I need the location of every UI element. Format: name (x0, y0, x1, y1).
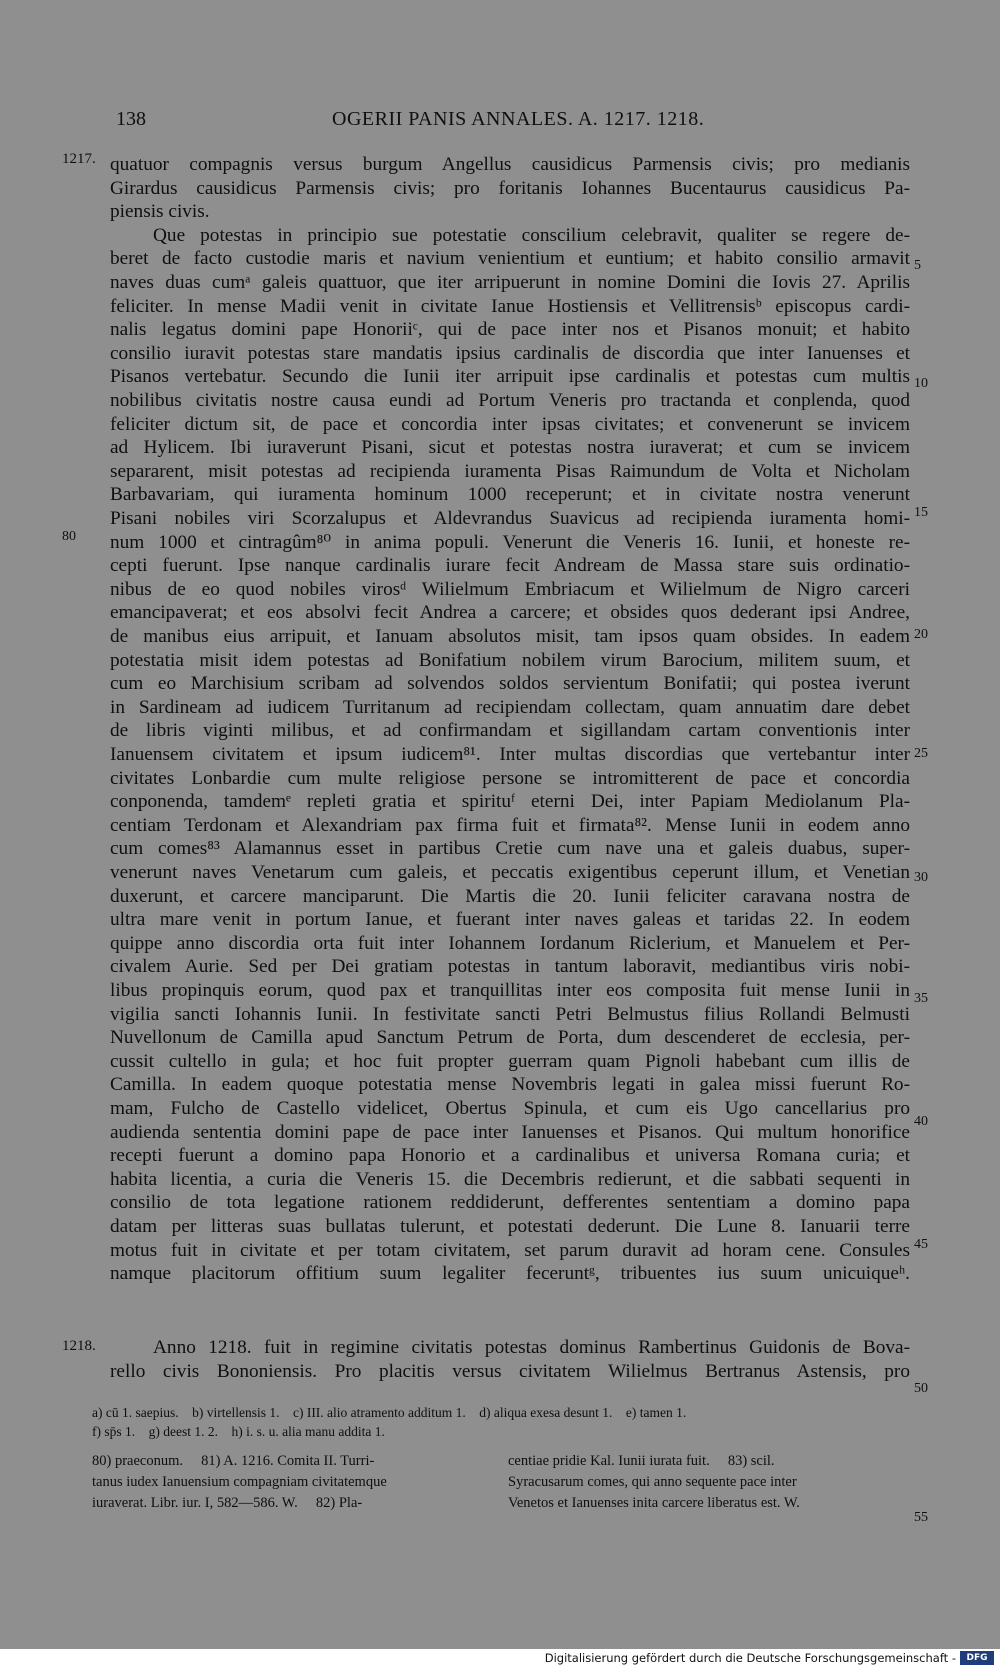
text-line: nibus de eo quod nobiles virosᵈ Wilielmum Embriacum et Wilielmum de Nigro carceri (110, 578, 910, 600)
text-line: namque placitorum offitium suum legaliter feceruntᵍ, tribuentes ius suum unicuiqueʰ. (110, 1263, 910, 1285)
text-line: potestatia misit idem potestas ad Bonifatium nobilem virum Barocium, militem suum, et (110, 649, 910, 671)
line-number: 5 (914, 258, 921, 273)
text-line: nalis legatus domini pape Honoriiᶜ, qui de pace inter nos et Pisanos monuit; et habito (110, 319, 910, 341)
text-line: recepti fuerunt a domino papa Honorio et a cardinalibus et universa Romana curia; et (110, 1145, 910, 1167)
line-number: 35 (914, 991, 928, 1006)
footnote-line: Syracusarum comes, qui anno sequente pace inter (508, 1474, 797, 1490)
text-line: libus propinquis eorum, quod pax et tranquillitas inter eos composita fuit mense Iunii in (110, 980, 910, 1001)
text-line: civitates Lonbardie cum multe religiose persone se intromitterent de pace et concordia (110, 767, 910, 789)
line-number: 25 (914, 746, 928, 761)
text-line: Barbavariam, qui iuramenta hominum 1000 receperunt; et in civitate nostra venerunt (110, 484, 910, 506)
running-title: OGERII PANIS ANNALES. A. 1217. 1218. (332, 108, 705, 130)
footnote-line: a) cū 1. saepius. b) virtellensis 1. c) III. alio atramento additum 1. d) aliqua exesa desunt 1. e) tamen 1. (92, 1405, 687, 1420)
text-line: consilio iuravit potestas stare mandatis ipsius cardinalis de discordia que inter Ianuenses et (110, 342, 910, 364)
text-line: beret de facto custodie maris et navium venientium et euntium; et habito consilio armavit (110, 248, 910, 270)
footnote-line: iuraverat. Libr. iur. I, 582—586. W. 82) Pla- (92, 1495, 363, 1511)
text-line: nobilibus civitatis nostre causa eundi ad Portum Veneris pro tractanda et conplenda, quod (110, 390, 910, 411)
text-line: Girardus causidicus Parmensis civis; pro foritanis Iohannes Bucentaurus causidicus Pa- (110, 177, 910, 199)
text-line: naves duas cumᵃ galeis quattuor, que iter arripuerunt in nomine Domini die Iovis 27. Aprilis (110, 272, 910, 293)
text-line: vigilia sancti Iohannis Iunii. In festivitate sancti Petri Belmustus filius Rollandi Belmusti (110, 1003, 910, 1025)
text-line: cum eo Marchisium scribam ad solvendos soldos servientum Bonifatii; qui postea iverunt (110, 673, 910, 695)
text-line: feliciter dictum sit, de pace et concordia inter ipsas civitates; et convenerunt se invicem (110, 413, 910, 435)
line-number: 50 (914, 1381, 928, 1396)
text-line: motus fuit in civitate et per totam civitatem, set parum duravit ad horam cene. Consules (110, 1239, 910, 1261)
text-line: emancipaverat; et eos absolvi fecit Andrea a carcere; et obsides quos dederant ipsi Andree, (110, 602, 910, 624)
page-number: 138 (116, 108, 146, 130)
line-number: 15 (914, 505, 928, 520)
text-line: duxerunt, et carcere manciparunt. Die Martis die 20. Iunii feliciter caravana nostra de (110, 885, 910, 907)
text-line: Camilla. In eadem quoque potestatia mense Novembris legati in galea missi fuerunt Ro- (110, 1074, 910, 1096)
text-line: habita licentia, a curia die Veneris 15. die Decembris redierunt, et die sabbati sequenti in (110, 1168, 910, 1190)
line-number: 30 (914, 870, 928, 885)
text-line: Que potestas in principio sue potestatie conscilium celebravit, qualiter se regere de- (153, 224, 910, 246)
text-line: venerunt naves Venetarum cum galeis, et peccatis exigentibus ceperunt illum, et Venetian (110, 862, 910, 883)
text-line: cum comes⁸³ Alamannus esset in partibus Cretie cum nave una et galeis duabus, super- (110, 838, 910, 860)
footnote-line: 80) praeconum. 81) A. 1216. Comita II. Turri- (92, 1453, 375, 1469)
line-number: 55 (914, 1510, 928, 1525)
line-number: 10 (914, 376, 928, 391)
text-line: audienda sententia domini pape de pace inter Ianuenses et Pisanos. Qui multum honorifice (110, 1121, 910, 1143)
text-line: Ianuensem civitatem et ipsum iudicem⁸¹. Inter multas discordias que vertebantur inter (110, 744, 910, 765)
text-line: mam, Fulcho de Castello videlicet, Obertus Spinula, et cum eis Ugo cancellarius pro (110, 1098, 910, 1119)
text-line: ad Hylicem. Ibi iuraverunt Pisani, sicut et potestas nostra iuraverat; et cum se invicem (110, 437, 910, 459)
footnote-line: f) sp̄s 1. g) deest 1. 2. h) i. s. u. alia manu addita 1. (92, 1424, 385, 1439)
footnote-line: Venetos et Ianuenses inita carcere liberatus est. W. (508, 1495, 800, 1511)
text-line: Nuvellonum de Camilla apud Sanctum Petrum de Porta, dum descenderet de ecclesia, per- (110, 1027, 910, 1049)
margin-note-80: 80 (62, 529, 76, 544)
line-number: 40 (914, 1114, 928, 1129)
text-line: quatuor compagnis versus burgum Angellus causidicus Parmensis civis; pro medianis (110, 154, 910, 175)
text-line: in Sardineam ad iudicem Turritanum ad recipiendam collectam, quam annuatim dare debet (110, 696, 910, 718)
text-line: feliciter. In mense Madii venit in civitate Ianue Hostiensis et Vellitrensisᵇ episcopus cardi- (110, 295, 910, 317)
text-line: ultra mare venit in portum Ianue, et fuerant inter naves galeas et taridas 22. In eodem (110, 909, 910, 931)
margin-year-1218: 1218. (62, 1338, 96, 1354)
text-line: quippe anno discordia orta fuit inter Iohannem Iordanum Riclerium, et Manuelem et Per- (110, 932, 910, 954)
text-line: piensis civis. (110, 201, 210, 223)
text-line: cussit cultello in gula; et hoc fuit propter guerram quam Pignoli habebant cum illis de (110, 1050, 910, 1072)
line-number: 20 (914, 627, 928, 642)
text-line: de manibus eius arripuit, et Ianuam absolutos misit, tam ipsos quam obsides. In eadem (110, 626, 910, 647)
text-line: num 1000 et cintragûm⁸⁰ in anima populi. Venerunt die Veneris 16. Iunii, et honeste re- (110, 531, 910, 553)
text-line: Anno 1218. fuit in regimine civitatis potestas dominus Rambertinus Guidonis de Bova- (153, 1337, 910, 1358)
text-line: cepti fuerunt. Ipse nanque cardinalis iurare fecit Andream de Massa stare suis ordinatio- (110, 555, 910, 577)
margin-year-1217: 1217. (62, 151, 96, 167)
text-line: rello civis Bononiensis. Pro placitis versus civitatem Wilielmus Bertranus Astensis, pro (110, 1360, 910, 1382)
text-line: de libris viginti milibus, et ad confirmandam et sigillandam cartam conventionis inter (110, 720, 910, 742)
footnote-line: tanus iudex Ianuensium compagniam civitatemque (92, 1474, 387, 1490)
footnote-line: centiae pridie Kal. Iunii iurata fuit. 83) scil. (508, 1453, 775, 1469)
line-number: 45 (914, 1237, 928, 1252)
text-line: Pisanos vertebatur. Secundo die Iunii iter arripuit ipse cardinalis et potestas cum multis (110, 366, 910, 388)
text-line: consilio de tota legatione rationem reddiderunt, defferentes sententiam a domino papa (110, 1192, 910, 1214)
dfg-logo: DFG (960, 1651, 994, 1665)
funding-credit: Digitalisierung gefördert durch die Deutsche Forschungsgemeinschaft - (544, 1651, 956, 1665)
text-line: civalem Aurie. Sed per Dei gratiam potestas in tantum laboravit, mediantibus viris nobi- (110, 956, 910, 978)
text-line: centiam Terdonam et Alexandriam pax firma fuit et firmata⁸². Mense Iunii in eodem anno (110, 814, 910, 836)
text-line: separarent, misit potestas ad recipienda iuramenta Pisas Raimundum de Volta et Nicholam (110, 460, 910, 482)
text-line: Pisani nobiles viri Scorzalupus et Aldevrandus Suavicus ad recipienda iuramenta homi- (110, 508, 910, 529)
text-line: conponenda, tamdemᵉ repleti gratia et spirituᶠ eterni Dei, inter Papiam Mediolanum Pla- (110, 791, 910, 813)
text-line: datam per litteras suas bullatas tulerunt, et potestati dederunt. Die Lune 8. Ianuarii terre (110, 1216, 910, 1237)
